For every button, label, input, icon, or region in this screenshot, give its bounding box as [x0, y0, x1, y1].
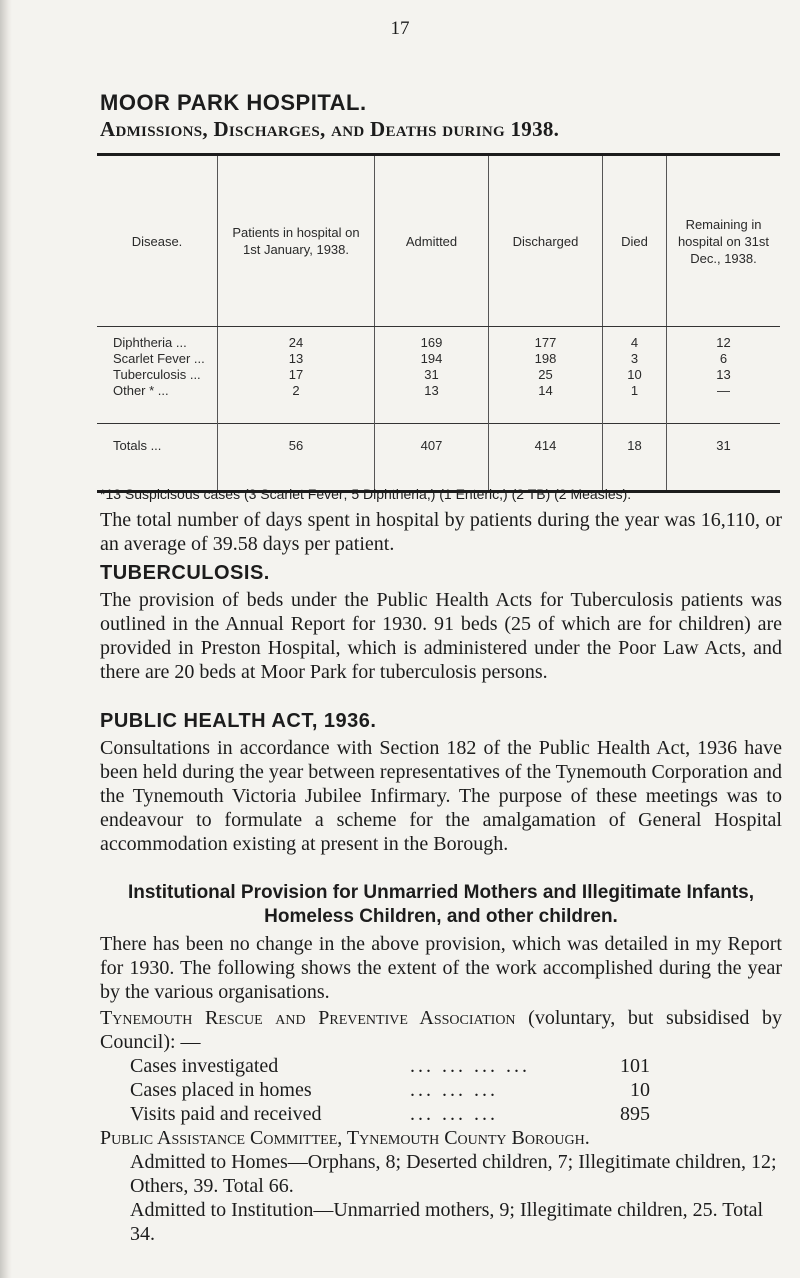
list-item — [130, 1054, 650, 1078]
public-assistance-committee: Public Assistance Committee, Tynemouth County Borough. — [100, 1127, 590, 1149]
list-item — [130, 1102, 650, 1126]
admitted-to-homes: Admitted to Homes—Orphans, 8; Deserted children, 7; Illegitimate children, 12; Others, 39. Total 66. — [130, 1151, 777, 1197]
column-header-discharged: Discharged — [489, 155, 603, 327]
admitted-to-institution: Admitted to Institution—Unmarried mothers, 9; Illegitimate children, 25. Total 34. — [130, 1199, 764, 1245]
heading-tuberculosis: TUBERCULOSIS. — [100, 562, 270, 584]
row-start: 2 — [218, 383, 375, 424]
item-value: 10 — [630, 1079, 650, 1101]
row-remaining: 13 — [667, 367, 781, 383]
row-admitted: 13 — [375, 383, 489, 424]
row-died: 10 — [603, 367, 667, 383]
page-title: MOOR PARK HOSPITAL. — [100, 90, 367, 115]
row-discharged: 177 — [489, 327, 603, 352]
row-disease: Diphtheria ... — [113, 335, 187, 350]
row-discharged: 25 — [489, 367, 603, 383]
row-admitted: 169 — [375, 327, 489, 352]
row-disease: Other * ... — [113, 383, 169, 398]
table-row — [97, 327, 780, 352]
row-admitted: 31 — [375, 367, 489, 383]
row-discharged: 198 — [489, 351, 603, 367]
paragraph-tuberculosis: The provision of beds under the Public Health Acts for Tuberculosis patients was outlined in the Annual Report for 1930. 91 beds (25 of which are for children) are provided in Preston Hospital, which is administered under the Poor Law Acts, and there are 20 beds at Moor Park for tuberculosis persons. — [100, 589, 782, 683]
paragraph-institutional-provision: There has been no change in the above provision, which was detailed in my Report for 1930. The following shows the extent of the work accomplished during the year by the various organisations. — [100, 933, 782, 1003]
paragraph-days: The total number of days spent in hospital by patients during the year was 16,110, or an average of 39.58 days per patient. — [100, 509, 782, 555]
totals-row — [97, 424, 780, 492]
page-number: 17 — [390, 18, 410, 39]
totals-start: 56 — [218, 424, 375, 492]
table-row — [97, 367, 780, 383]
item-leader: ... ... ... ... — [410, 1055, 530, 1077]
item-leader: ... ... ... — [410, 1079, 498, 1101]
row-died: 1 — [603, 383, 667, 424]
list-item — [130, 1078, 650, 1102]
admissions-table — [97, 153, 780, 493]
row-discharged: 14 — [489, 383, 603, 424]
item-label: Cases investigated — [130, 1055, 279, 1077]
totals-admitted: 407 — [375, 424, 489, 492]
rescue-association-suffix: (voluntary, but subsidised by Council): — — [100, 1007, 782, 1053]
row-remaining: 6 — [667, 351, 781, 367]
column-header-admitted: Admitted — [375, 155, 489, 327]
rescue-association-name: Tynemouth Rescue and Preventive Association — [100, 1007, 516, 1029]
heading-public-health-act: PUBLIC HEALTH ACT, 1936. — [100, 710, 377, 732]
column-header-remaining: Remaining in hospital on 31st Dec., 1938. — [667, 155, 781, 327]
table-row — [97, 351, 780, 367]
row-disease: Tuberculosis ... — [113, 367, 201, 382]
table-footnote: *13 Suspicisous cases (3 Scarlet Fever; 5 Diphtheria,) (1 Enteric,) (2 TB) (2 Measles). — [100, 486, 632, 502]
totals-label: Totals ... — [97, 424, 218, 492]
row-start: 17 — [218, 367, 375, 383]
totals-remaining: 31 — [667, 424, 781, 492]
item-value: 895 — [620, 1103, 650, 1125]
rescue-association-line — [100, 1006, 782, 1054]
item-label: Visits paid and received — [130, 1103, 322, 1125]
row-died: 4 — [603, 327, 667, 352]
item-leader: ... ... ... — [410, 1103, 498, 1125]
table-header-row — [97, 155, 780, 327]
column-header-start: Patients in hospital on 1st January, 1938. — [218, 155, 375, 327]
totals-discharged: 414 — [489, 424, 603, 492]
row-disease: Scarlet Fever ... — [113, 351, 205, 366]
row-start: 13 — [218, 351, 375, 367]
item-value: 101 — [620, 1055, 650, 1077]
column-header-died: Died — [603, 155, 667, 327]
heading-institutional-provision: Institutional Provision for Unmarried Mothers and Illegitimate Infants, Homeless Children, and other children. — [127, 882, 755, 927]
paragraph-public-health-act: Consultations in accordance with Section 182 of the Public Health Act, 1936 have been held during the year between representatives of the Tynemouth Corporation and the Tynemouth Victoria Jubilee Infirmary. The purpose of these meetings was to endeavour to formulate a scheme for the amalgamation of General Hospital accommodation existing at present in the Borough. — [100, 737, 782, 855]
totals-died: 18 — [603, 424, 667, 492]
row-start: 24 — [218, 327, 375, 352]
item-label: Cases placed in homes — [130, 1079, 312, 1101]
table-row — [97, 383, 780, 424]
row-died: 3 — [603, 351, 667, 367]
row-remaining: — — [667, 383, 781, 424]
table-caption: Admissions, Discharges, and Deaths during 1938. — [100, 117, 560, 141]
row-remaining: 12 — [667, 327, 781, 352]
row-admitted: 194 — [375, 351, 489, 367]
column-header-disease: Disease. — [97, 155, 218, 327]
binding-edge — [0, 0, 12, 1278]
